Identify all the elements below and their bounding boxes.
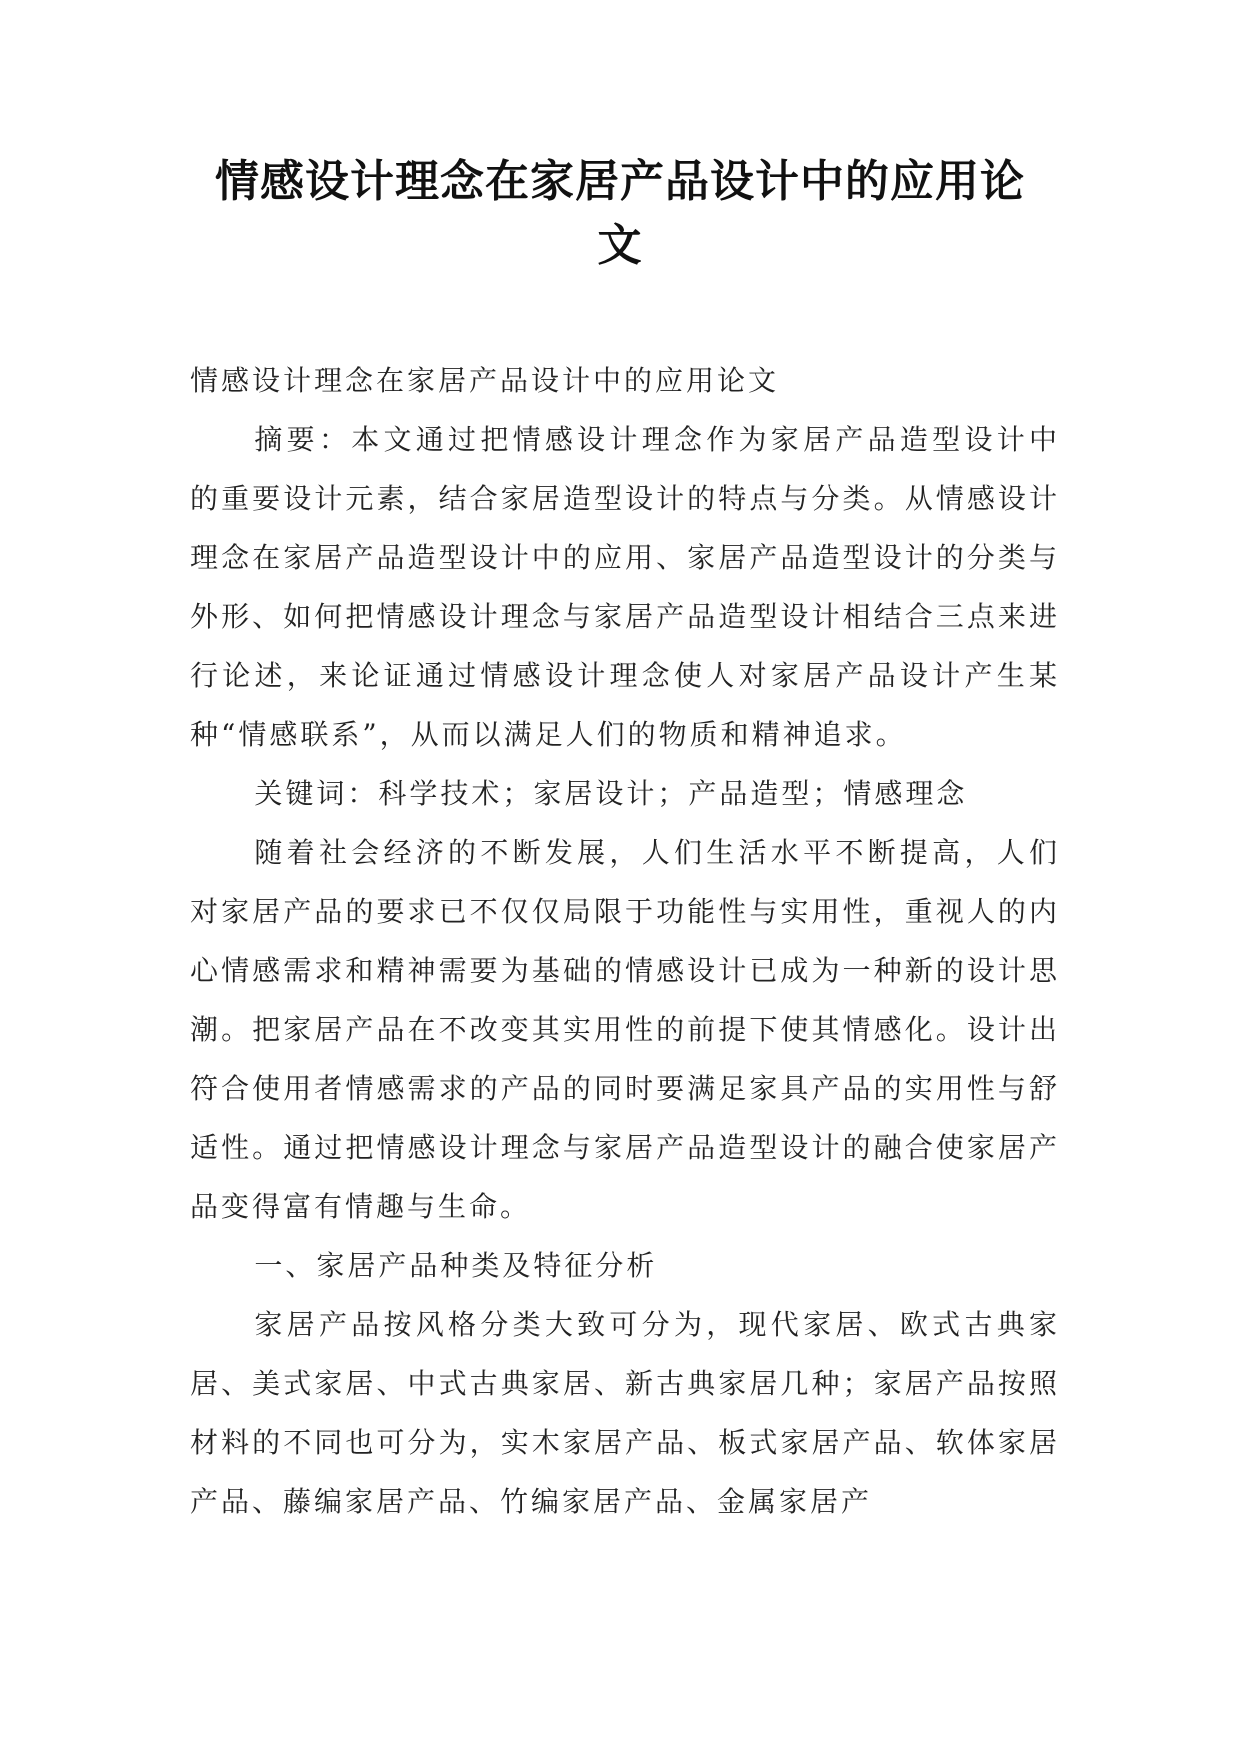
document-body <box>190 351 1060 1531</box>
keywords-paragraph: 关键词：科学技术；家居设计；产品造型；情感理念 <box>254 777 968 810</box>
intro-paragraph: 随着社会经济的不断发展，人们生活水平不断提高，人们对家居产品的要求已不仅仅局限于功能性与实用性，重视人的内心情感需求和精神需要为基础的情感设计已成为一种新的设计思潮。把家居产品在不改变其实用性的前提下使其情感化。设计出符合使用者情感需求的产品的同时要满足家具产品的实用性与舒适性。通过把情感设计理念与家居产品造型设计的融合使家居产品变得富有情趣与生命。 <box>190 836 1060 1223</box>
section-heading: 一、家居产品种类及特征分析 <box>254 1249 658 1282</box>
paper-title-line: 情感设计理念在家居产品设计中的应用论文 <box>190 364 780 397</box>
section-paragraph: 家居产品按风格分类大致可分为，现代家居、欧式古典家居、美式家居、中式古典家居、新古典家居几种；家居产品按照材料的不同也可分为，实木家居产品、板式家居产品、软体家居产品、藤编家居产品、竹编家居产品、金属家居产 <box>190 1308 1060 1518</box>
abstract-paragraph: 摘要：本文通过把情感设计理念作为家居产品造型设计中的重要设计元素，结合家居造型设计的特点与分类。从情感设计理念在家居产品造型设计中的应用、家居产品造型设计的分类与外形、如何把情感设计理念与家居产品造型设计相结合三点来进行论述，来论证通过情感设计理念使人对家居产品设计产生某种“情感联系”，从而以满足人们的物质和精神追求。 <box>190 423 1060 751</box>
document-title: 情感设计理念在家居产品设计中的应用论文 <box>215 156 1025 271</box>
